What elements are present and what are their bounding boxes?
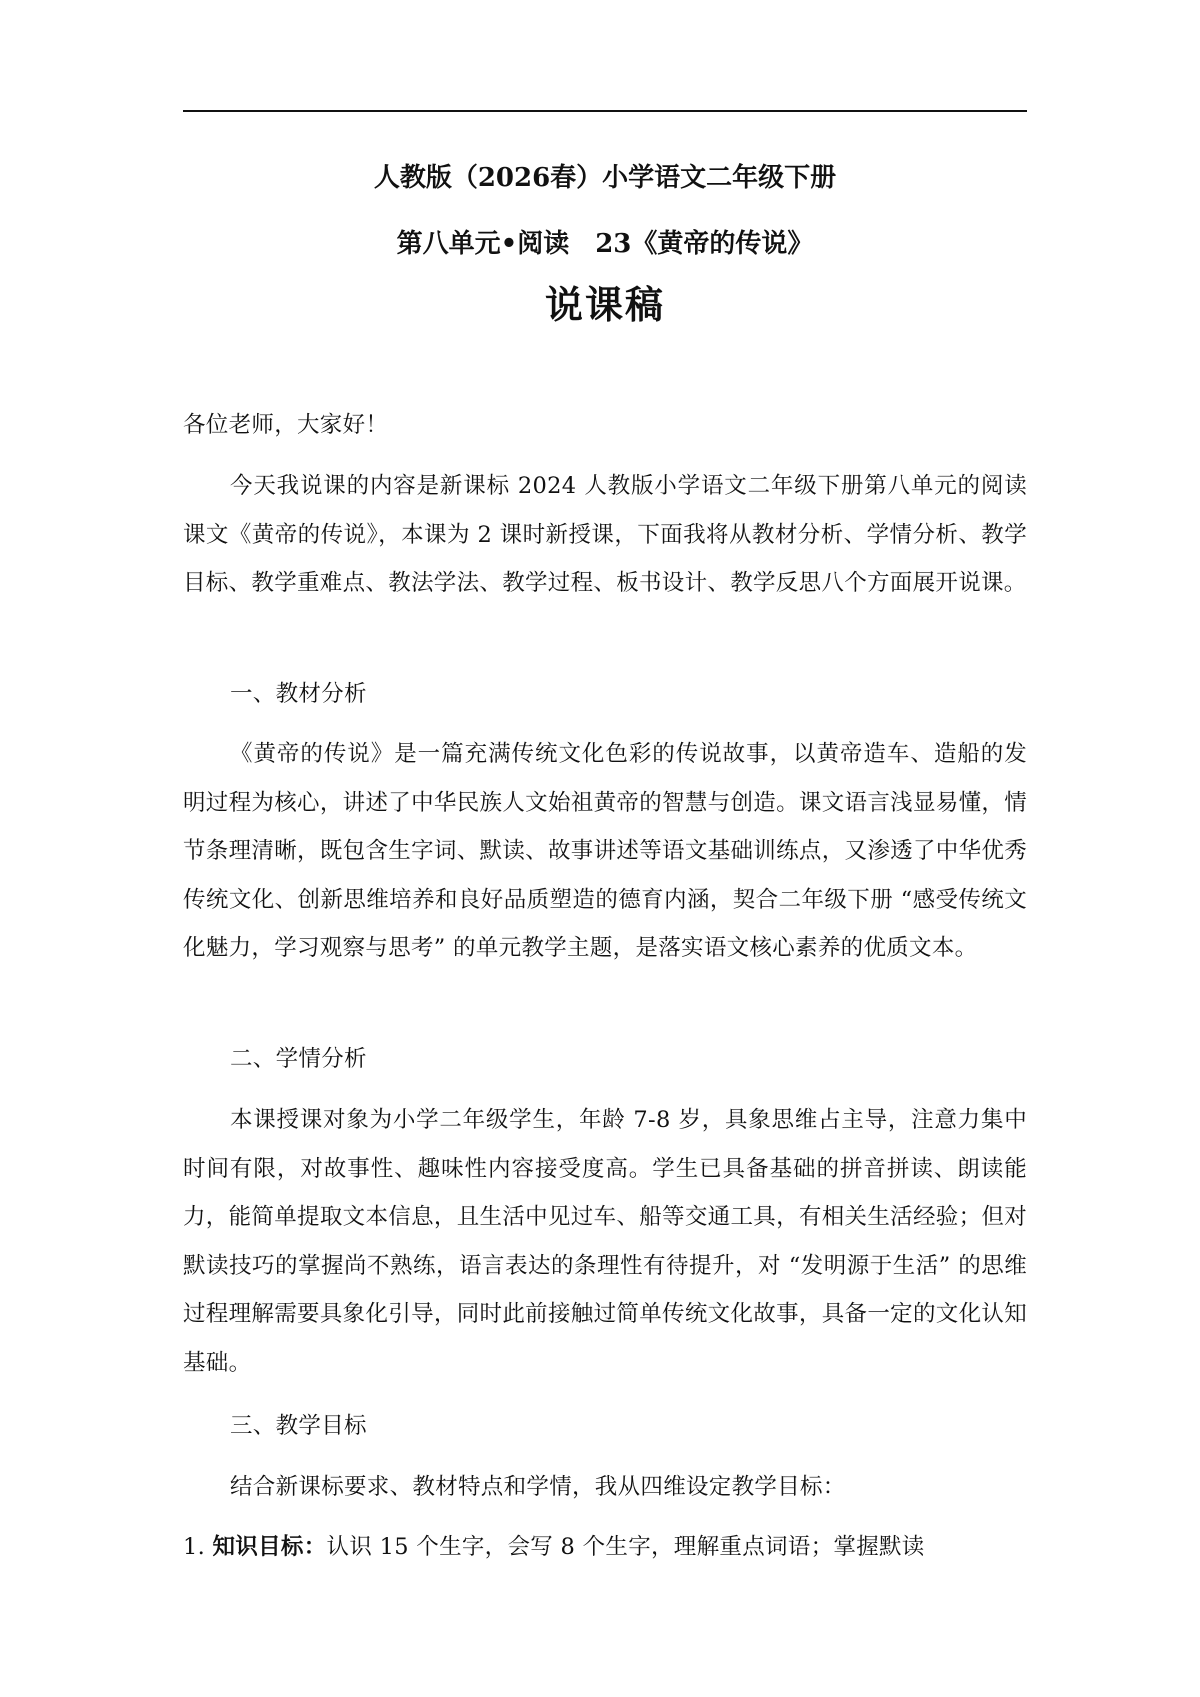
header-rule xyxy=(183,110,1027,112)
objective-label: 知识目标： xyxy=(212,1534,327,1560)
section-paragraph: 《黄帝的传说》是一篇充满传统文化色彩的传说故事，以黄帝造车、造船的发明过程为核心，讲述了中华民族人文始祖黄帝的智慧与创造。课文语言浅显易懂，情节条理清晰，既包含生字词、默读、故事讲述等语文基础训练点，又渗透了中华优秀传统文化、创新思维培养和良好品质塑造的德育内涵，契合二年级下册 “感受传统文化魅力，学习观察与思考” 的单元教学主题，是落实语文核心素养的优质文本。 xyxy=(183,741,1027,961)
section-heading: 二、学情分析 xyxy=(230,1046,367,1072)
document-title-line1: 人教版（2026春）小学语文二年级下册 xyxy=(373,163,837,193)
section-heading: 一、教材分析 xyxy=(230,681,367,707)
greeting: 各位老师，大家好！ xyxy=(183,412,389,438)
section-paragraph: 结合新课标要求、教材特点和学情，我从四维设定教学目标： xyxy=(230,1474,846,1500)
section-paragraph: 本课授课对象为小学二年级学生，年龄 7-8 岁，具象思维占主导，注意力集中时间有限，对故事性、趣味性内容接受度高。学生已具备基础的拼音拼读、朗读能力，能简单提取文本信息，且生活中见过车、船等交通工具，有相关生活经验；但对默读技巧的掌握尚不熟练，语言表达的条理性有待提升，对 “发明源于生活” 的思维过程理解需要具象化引导，同时此前接触过简单传统文化故事，具备一定的文化认知基础。 xyxy=(183,1107,1027,1376)
objective-number: 1. xyxy=(183,1534,213,1560)
intro-paragraph: 今天我说课的内容是新课标 2024 人教版小学语文二年级下册第八单元的阅读课文《黄帝的传说》，本课为 2 课时新授课，下面我将从教材分析、学情分析、教学目标、教学重难点、教法学法、教学过程、板书设计、教学反思八个方面展开说课。 xyxy=(183,473,1027,596)
objective-item xyxy=(183,1523,1027,1572)
section-heading: 三、教学目标 xyxy=(230,1413,367,1439)
document-main-title: 说课稿 xyxy=(544,282,665,327)
document-title-line2: 第八单元•阅读 23《黄帝的传说》 xyxy=(396,229,814,259)
objective-text: 认识 15 个生字，会写 8 个生字，理解重点词语；掌握默读 xyxy=(326,1534,925,1560)
